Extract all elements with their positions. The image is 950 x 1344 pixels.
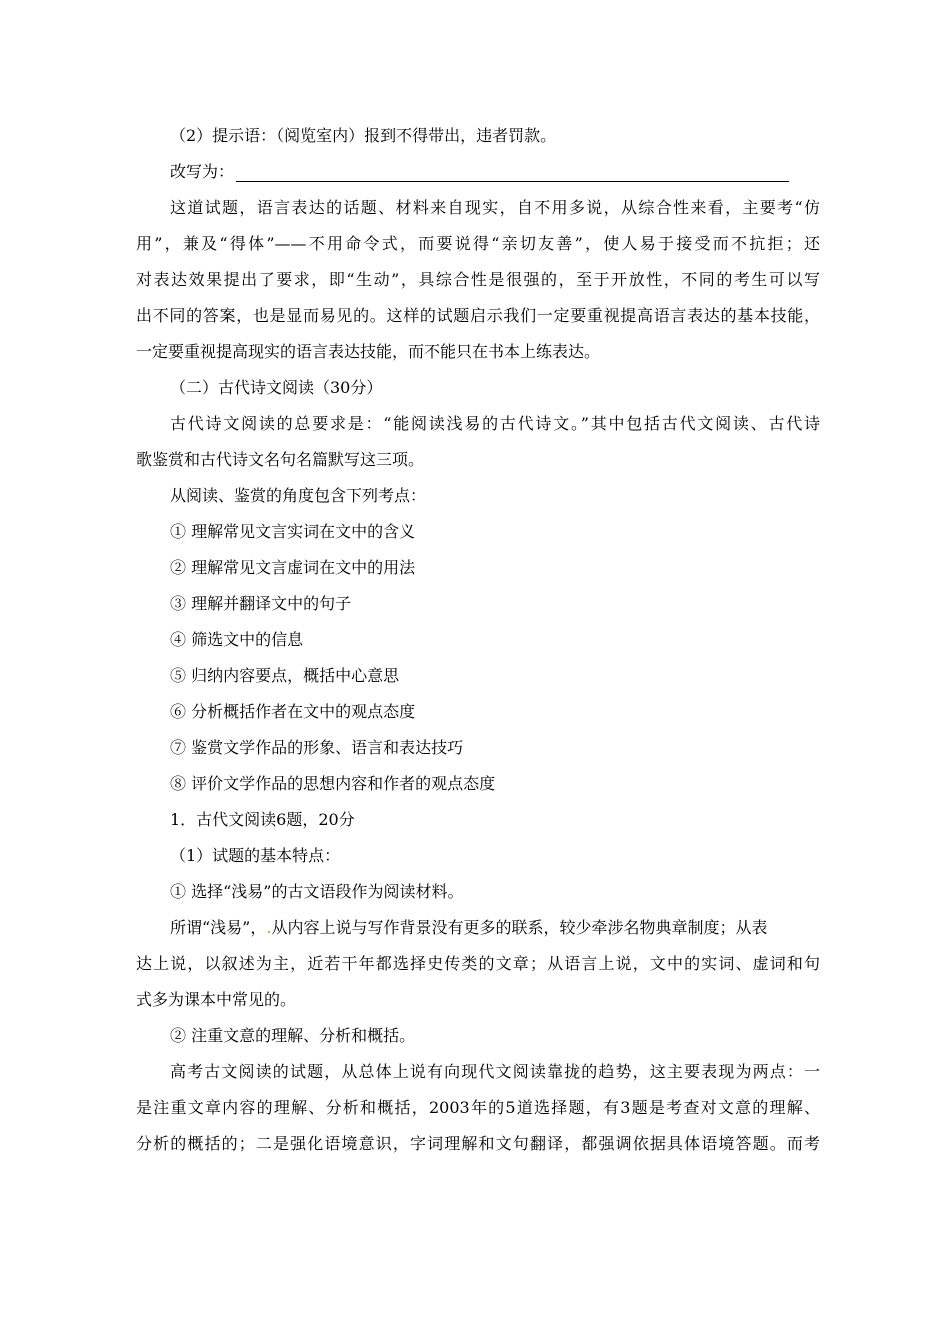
list-item: ② 理解常见文言虚词在文中的用法 xyxy=(170,558,416,577)
paragraph-line: 一定要重视提高现实的语言表达技能，而不能只在书本上练表达。 xyxy=(136,342,601,361)
paragraph-line: 这道试题，语言表达的话题、材料来自现实，自不用多说，从综合性来看，主要考“仿 xyxy=(170,198,820,217)
paragraph-line: 出不同的答案，也是显而易见的。这样的试题启示我们一定要重视提高语言表达的基本技能， xyxy=(136,306,820,325)
paragraph-line: 高考古文阅读的试题，从总体上说有向现代文阅读靠拢的趋势，这主要表现为两点：一 xyxy=(170,1062,820,1081)
section-heading: （二）古代诗文阅读（30分） xyxy=(170,378,383,397)
rewrite-row xyxy=(136,154,820,190)
paragraph-line: 达上说，以叙述为主，近若干年都选择史传类的文章；从语言上说，文中的实词、虚词和句 xyxy=(136,954,820,973)
subsection-heading: （1）试题的基本特点： xyxy=(170,846,341,865)
paragraph-line: 用”，兼及“得体”——不用命令式，而要说得“亲切友善”，使人易于接受而不抗拒；还 xyxy=(136,234,820,253)
rewrite-label: 改写为： xyxy=(170,162,235,181)
paragraph-line: 式多为课本中常见的。 xyxy=(136,990,297,1009)
list-item: ⑧ 评价文学作品的思想内容和作者的观点态度 xyxy=(170,774,496,793)
list-item: ⑤ 归纳内容要点，概括中心意思 xyxy=(170,666,400,685)
answer-blank-line xyxy=(236,163,789,182)
subsection-heading: 1．古代文阅读6题，20分 xyxy=(170,810,355,829)
list-item: ⑥ 分析概括作者在文中的观点态度 xyxy=(170,702,416,721)
paragraph-line xyxy=(136,910,820,946)
paragraph-line: 古代诗文阅读的总要求是：“能阅读浅易的古代诗文。”其中包括古代文阅读、古代诗 xyxy=(170,414,820,433)
document-page xyxy=(136,118,820,1162)
list-item: ④ 筛选文中的信息 xyxy=(170,630,304,649)
paragraph-line: 分析的概括的；二是强化语境意识，字词理解和文句翻译，都强调依据具体语境答题。而考 xyxy=(136,1134,820,1153)
paragraph-line: 从阅读、鉴赏的角度包含下列考点： xyxy=(170,486,427,505)
paragraph-line: 歌鉴赏和古代诗文名句名篇默写这三项。 xyxy=(136,450,425,469)
paragraph-text: 所谓“浅易”， xyxy=(170,918,267,937)
prompt-item-2: （2）提示语：（阅览室内）报到不得带出，违者罚款。 xyxy=(170,126,557,145)
paragraph-text: 从内容上说与写作背景没有更多的联系，较少牵涉名物典章制度；从表 xyxy=(271,918,768,937)
list-item: ① 理解常见文言实词在文中的含义 xyxy=(170,522,416,541)
list-item: ② 注重文意的理解、分析和概括。 xyxy=(170,1026,416,1045)
paragraph-line: 是注重文章内容的理解、分析和概括，2003年的5道选择题，有3题是考查对文意的理解、 xyxy=(136,1098,820,1117)
list-item: ③ 理解并翻译文中的句子 xyxy=(170,594,352,613)
list-item: ⑦ 鉴赏文学作品的形象、语言和表达技巧 xyxy=(170,738,464,757)
stray-dot-mark: . xyxy=(266,918,272,937)
paragraph-line: 对表达效果提出了要求，即“生动”，具综合性是很强的，至于开放性，不同的考生可以写 xyxy=(136,270,820,289)
list-item: ① 选择“浅易”的古文语段作为阅读材料。 xyxy=(170,882,464,901)
